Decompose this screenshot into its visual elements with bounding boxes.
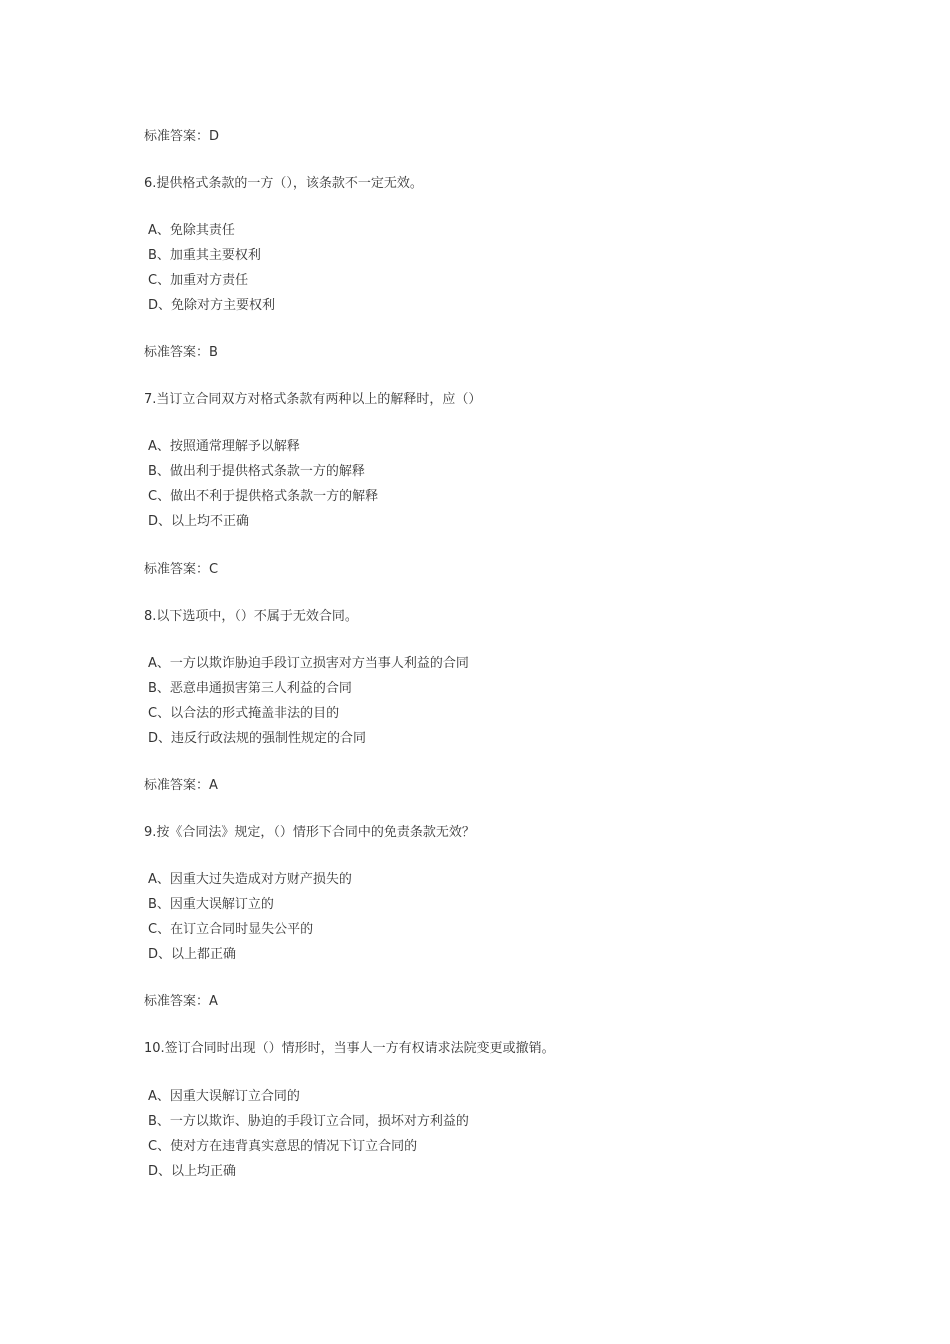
question-6-option-b: B、加重其主要权利 bbox=[148, 248, 261, 263]
question-8-option-b: B、恶意串通损害第三人利益的合同 bbox=[148, 681, 352, 696]
question-8-answer: 标准答案：A bbox=[144, 778, 218, 793]
question-6-option-d: D、免除对方主要权利 bbox=[148, 298, 276, 313]
question-7-option-a: A、按照通常理解予以解释 bbox=[148, 439, 300, 454]
question-9-text: 9.按《合同法》规定，（）情形下合同中的免责条款无效？ bbox=[144, 825, 475, 840]
question-10-option-b: B、一方以欺诈、胁迫的手段订立合同，损坏对方利益的 bbox=[148, 1114, 469, 1129]
question-10-text: 10.签订合同时出现（）情形时，当事人一方有权请求法院变更或撤销。 bbox=[144, 1041, 555, 1056]
question-10-option-c: C、使对方在违背真实意思的情况下订立合同的 bbox=[148, 1139, 418, 1154]
question-7-text: 7.当订立合同双方对格式条款有两种以上的解释时，应（） bbox=[144, 392, 482, 407]
question-10-option-d: D、以上均正确 bbox=[148, 1164, 237, 1179]
question-7-option-b: B、做出利于提供格式条款一方的解释 bbox=[148, 464, 365, 479]
question-10-option-a: A、因重大误解订立合同的 bbox=[148, 1089, 300, 1104]
question-8-option-c: C、以合法的形式掩盖非法的目的 bbox=[148, 706, 340, 721]
question-7-answer: 标准答案：C bbox=[144, 562, 219, 577]
question-6-option-a: A、免除其责任 bbox=[148, 223, 235, 238]
question-9-option-a: A、因重大过失造成对方财产损失的 bbox=[148, 872, 352, 887]
intro-answer: 标准答案：D bbox=[144, 129, 220, 144]
question-6-text: 6.提供格式条款的一方（），该条款不一定无效。 bbox=[144, 176, 423, 191]
question-6-answer: 标准答案：B bbox=[144, 345, 218, 360]
question-7-option-c: C、做出不利于提供格式条款一方的解释 bbox=[148, 489, 379, 504]
question-8-text: 8.以下选项中，（）不属于无效合同。 bbox=[144, 609, 358, 624]
question-8-option-d: D、违反行政法规的强制性规定的合同 bbox=[148, 731, 367, 746]
question-9-option-b: B、因重大误解订立的 bbox=[148, 897, 274, 912]
question-8-option-a: A、一方以欺诈胁迫手段订立损害对方当事人利益的合同 bbox=[148, 656, 469, 671]
question-9-option-d: D、以上都正确 bbox=[148, 947, 237, 962]
question-9-option-c: C、在订立合同时显失公平的 bbox=[148, 922, 314, 937]
question-6-option-c: C、加重对方责任 bbox=[148, 273, 249, 288]
question-9-answer: 标准答案：A bbox=[144, 994, 218, 1009]
question-7-option-d: D、以上均不正确 bbox=[148, 514, 250, 529]
